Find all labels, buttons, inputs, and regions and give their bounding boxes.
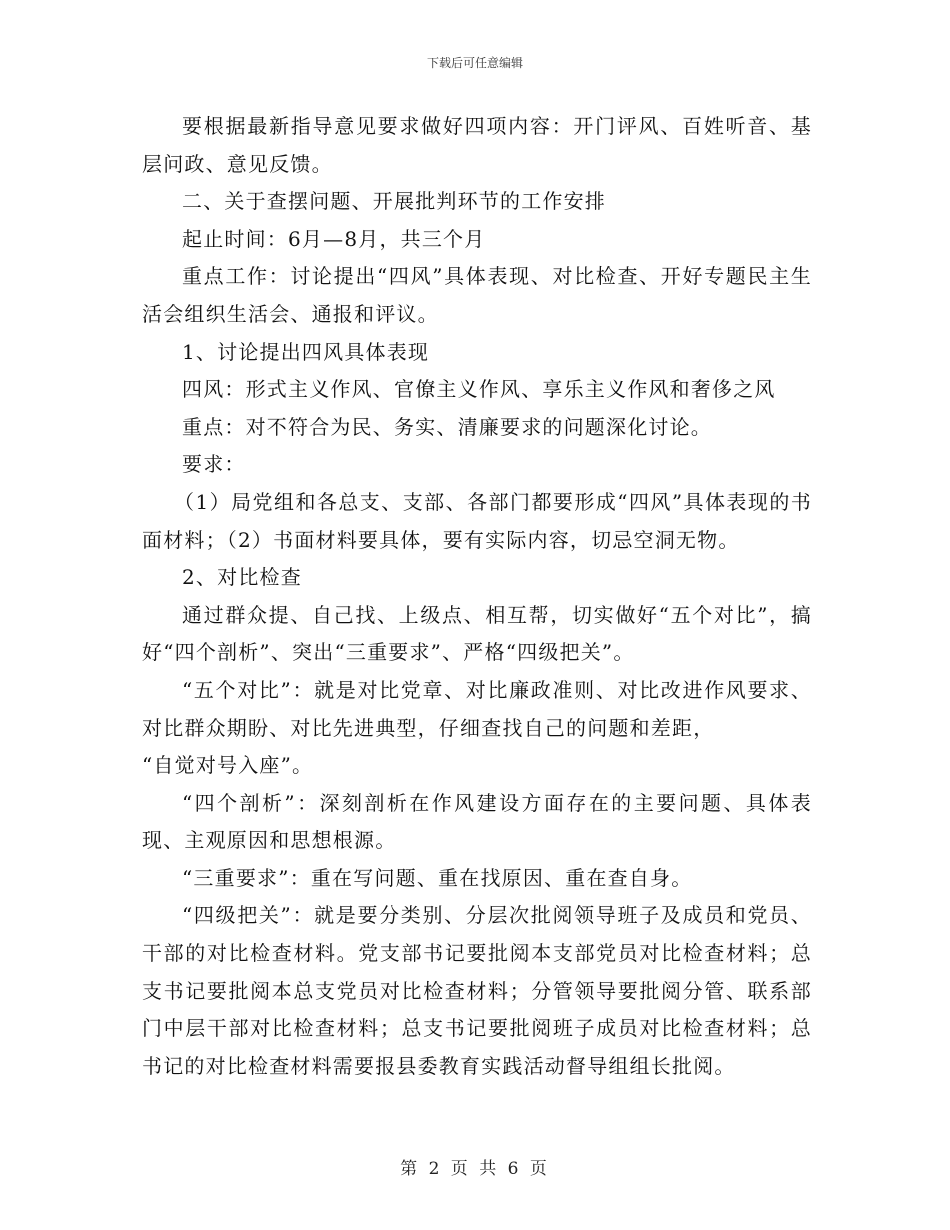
paragraph-self-check: “自觉对号入座”。	[142, 753, 314, 778]
subheading-2: 2、对比检查	[182, 565, 302, 590]
paragraph-five-comparisons: “五个对比”：就是对比党章、对比廉政准则、对比改进作风要求、对比群众期盼、对比先进典型，仔细查找自己的问题和差距，	[142, 677, 812, 740]
paragraph-four-level-review: “四级把关”：就是要分类别、分层次批阅领导班子及成员和党员、干部的对比检查材料。党支部书记要批阅本支部党员对比检查材料；总支书记要批阅本总支党员对比检查材料；分管领导要批阅分管、联系部门中层干部对比检查材料；总支书记要批阅班子成员对比检查材料；总书记的对比检查材料需要报县委教育实践活动督导组组长批阅。	[142, 903, 812, 1078]
paragraph-requirements: （1）局党组和各总支、支部、各部门都要形成“四风”具体表现的书面材料；（2）书面材料要具体，要有实际内容，切忌空洞无物。	[142, 489, 812, 552]
section-heading-2: 二、关于查摆问题、开展批判环节的工作安排	[182, 189, 606, 214]
paragraph-four-analyses: “四个剖析”：深刻剖析在作风建设方面存在的主要问题、具体表现、主观原因和思想根源。	[142, 790, 812, 853]
paragraph-four-winds: 四风：形式主义作风、官僚主义作风、享乐主义作风和奢侈之风	[182, 377, 776, 402]
paragraph-key-work: 重点工作：讨论提出“四风”具体表现、对比检查、开好专题民主生活会组织生活会、通报和评议。	[142, 264, 812, 326]
paragraph-four-items: 要根据最新指导意见要求做好四项内容：开门评风、百姓听音、基层问政、意见反馈。	[142, 114, 812, 176]
paragraph-methods: 通过群众提、自己找、上级点、相互帮，切实做好“五个对比”，搞好“四个剖析”、突出“三重要求”、严格“四级把关”。	[142, 602, 812, 665]
paragraph-requirements-label: 要求：	[182, 452, 246, 477]
paragraph-three-requirements: “三重要求”：重在写问题、重在找原因、重在查自身。	[182, 865, 693, 890]
document-body	[142, 108, 812, 1085]
page-footer: 第 2 页 共 6 页	[400, 1159, 550, 1179]
paragraph-timeframe: 起止时间：6月—8月，共三个月	[182, 226, 486, 251]
page-header: 下载后可任意编辑	[426, 56, 523, 70]
subheading-1: 1、讨论提出四风具体表现	[182, 339, 430, 364]
paragraph-focus: 重点：对不符合为民、务实、清廉要求的问题深化讨论。	[182, 414, 712, 439]
